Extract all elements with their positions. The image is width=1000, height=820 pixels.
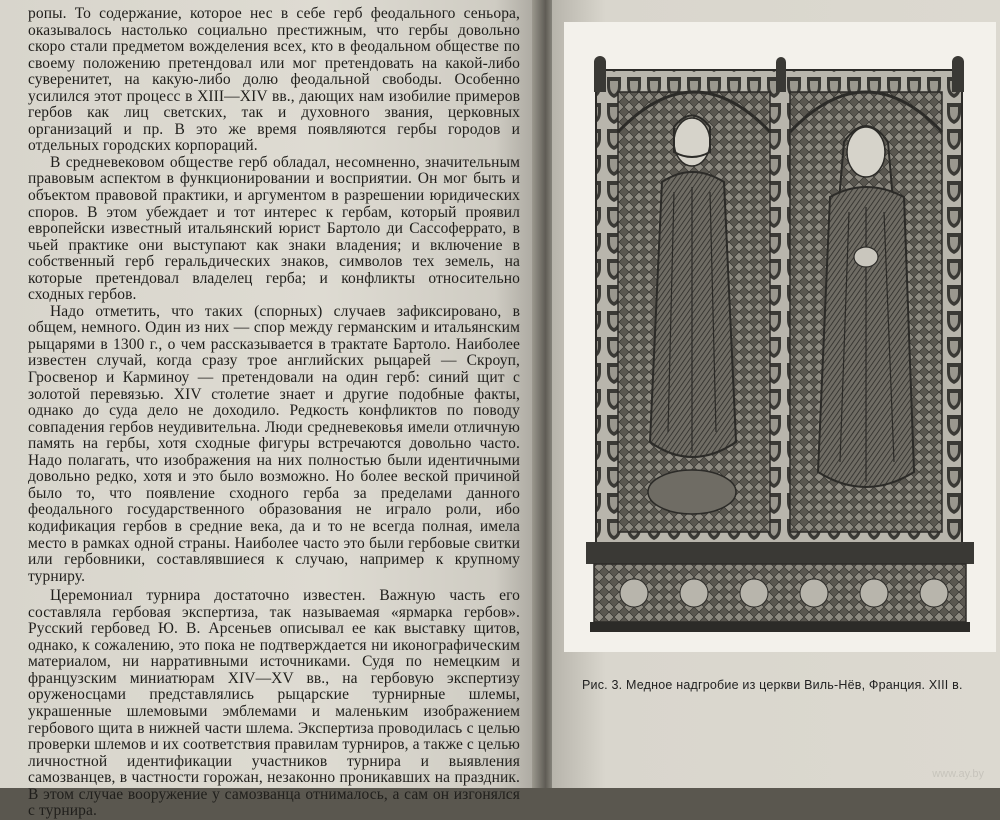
- paragraph-4: Церемониал турнира достаточно известен. Важную часть его составляла гербовая экспертиза, так называемая «ярмарка гербов». Русский гербовед Ю. В. Арсеньев описывал ее как выставку щитов, однако, к сожалению, это пока не подтверждается ни иконографическим материалом, ни нарративными источниками. Судя по немецким и французским миниатюрам XIV—XV вв., на гербовую экспертизу оруженосцами представлялись рыцарские турнирные шлемы, украшенные шлемовыми эмблемами и маленьким изображением гербового щита в нижней части шлема. Экспертиза проводилась с целью проверки шлемов и их соответствия правилам турниров, а также с целью личностной идентификации участников турнира и выявления самозванцев, в частности горожан, незаконно проникавших на праздник. В этом случае вооружение у самозванца отнималось, а сам он изгонялся с турнира.: [28, 587, 520, 820]
- paragraph-2: В средневековом обществе герб обладал, несомненно, значительным правовым аспектом в функционировании и восприятии. Он мог быть и объектом правовой практики, и аргументом в разрешении юридических споров. В этом убеждает и тот интерес к гербам, который проявил европейски известный итальянский юрист Бартоло ди Сассоферрато, в чьей практике они выступают как знаки владения; и включение в собственный герб геральдических знаков, символов тех земель, на которые претендовал владелец герба; и конфликты относительно сходных гербов.: [28, 153, 520, 304]
- left-page-text: [28, 6, 520, 820]
- right-page: [552, 0, 1000, 788]
- brass-tomb-engraving: [564, 22, 996, 652]
- figure-plate: [564, 22, 996, 652]
- paragraph-3: Надо отметить, что таких (спорных) случаев зафиксировано, в общем, немного. Один из них — спор между германским и итальянским рыцарями в 1300 г., о чем рассказывается в трактате Бартоло. Наиболее известен случай, когда сразу трое английских рыцарей — Скроуп, Гросвенор и Карминоу — претендовали на один герб: синий щит с золотой перевязью. XIV столетие знает и другие подобные факты, однако до суда дело не доходило. Редкость конфликтов по поводу совпадения гербов неудивительна. Люди средневековья имели отличную память на гербы, хотя сходные фигуры встречаются довольно часто. Надо полагать, что изображения на них полностью были идентичными довольно редко, хотя и это было возможно. Но более веской причиной было то, что появление сходного герба за пределами данного феодального государственного образования не играло роли, ибо кодификация гербов в средние века, да и то не всегда полная, имела место в рамках одной страны. Наиболее часто это были гербовые свитки или гербовники, составлявшиеся к случаю, например к крупному турниру.: [28, 302, 520, 585]
- watermark: www.ay.by: [932, 768, 984, 780]
- figure-caption: Рис. 3. Медное надгробие из церкви Виль-Нёв, Франция. XIII в.: [582, 678, 963, 692]
- paragraph-1: ропы. То содержание, которое нес в себе герб феодального сеньора, оказывалось настолько социально престижным, что гербы довольно скоро стали предметом вожделения всех, кто в феодальном обществе по своему положению претендовал или мог претендовать на какой-либо суверенитет, на какую-либо долю феодальной свободы. Особенно усилился этот процесс в XIII—XIV вв., дающих нам изобилие примеров гербов как лиц светских, так и духовного звания, церковных организаций и пр. В это же время появляются гербы городов и отдельных городских корпораций.: [28, 5, 520, 155]
